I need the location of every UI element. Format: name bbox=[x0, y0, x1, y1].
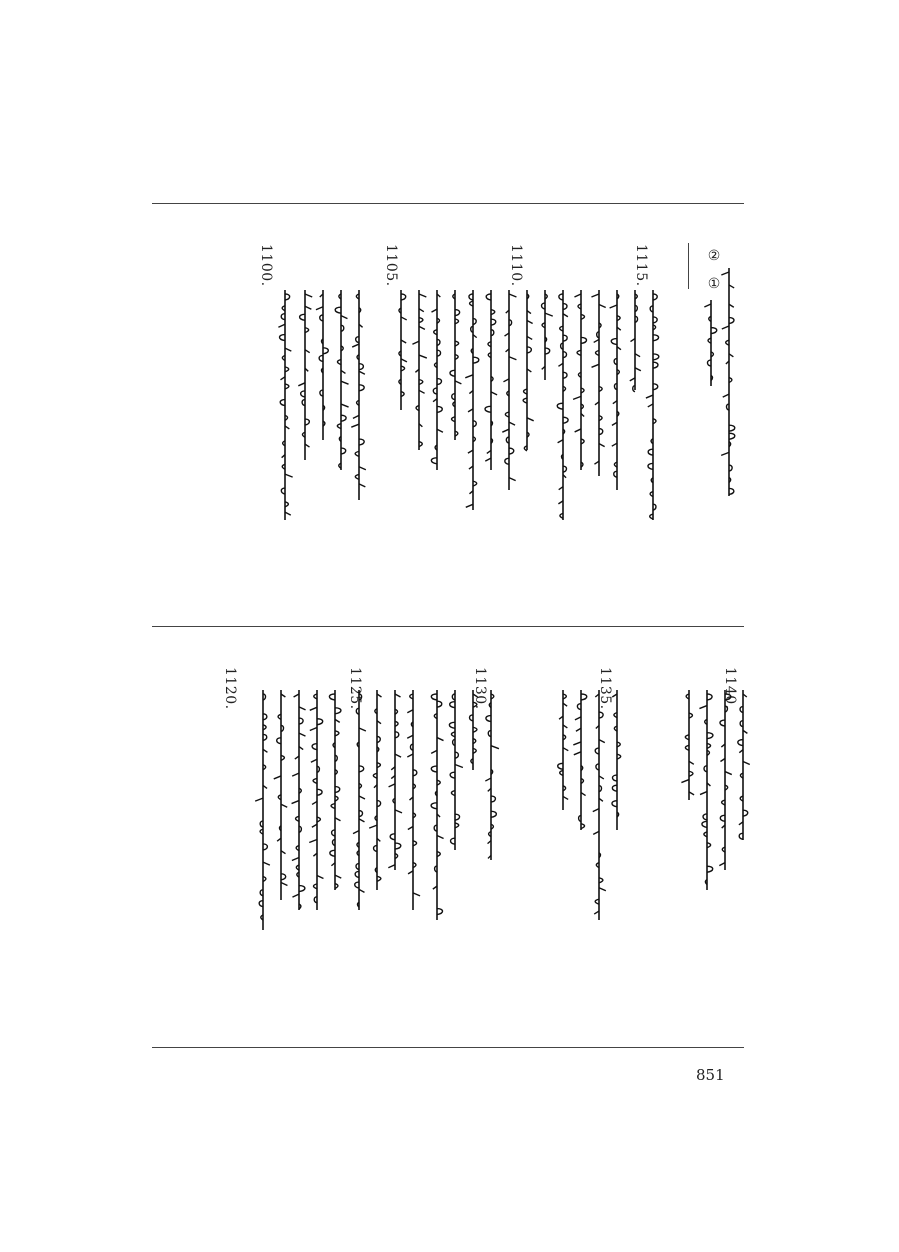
line-number-1130: 1130. bbox=[472, 667, 488, 710]
footnote-mark-one: ① bbox=[706, 276, 722, 293]
footnote-separator bbox=[688, 243, 689, 289]
vertical-script-line bbox=[556, 690, 582, 810]
vertical-script-line bbox=[394, 290, 420, 410]
line-number-1115: 1115. bbox=[633, 244, 649, 287]
vertical-script-line bbox=[704, 300, 730, 386]
vertical-script-line bbox=[278, 290, 304, 520]
line-number-1140: 1140. bbox=[722, 667, 738, 710]
top-divider-rule bbox=[152, 203, 744, 204]
line-number-1105: 1105. bbox=[383, 244, 399, 287]
middle-divider-rule bbox=[152, 626, 744, 627]
page-number: 851 bbox=[696, 1066, 725, 1084]
line-number-1120: 1120. bbox=[222, 667, 238, 710]
line-number-1135: 1135. bbox=[597, 667, 613, 710]
line-number-1100: 1100. bbox=[258, 244, 274, 287]
vertical-script-line bbox=[256, 690, 282, 930]
vertical-script-line bbox=[352, 690, 378, 910]
footnote-mark-two: ② bbox=[706, 248, 722, 265]
bottom-divider-rule bbox=[152, 1047, 744, 1048]
vertical-script-line bbox=[682, 690, 708, 800]
line-number-1110: 1110. bbox=[508, 244, 524, 287]
line-number-1125: 1125. bbox=[347, 667, 363, 710]
vertical-script-line bbox=[430, 690, 456, 920]
